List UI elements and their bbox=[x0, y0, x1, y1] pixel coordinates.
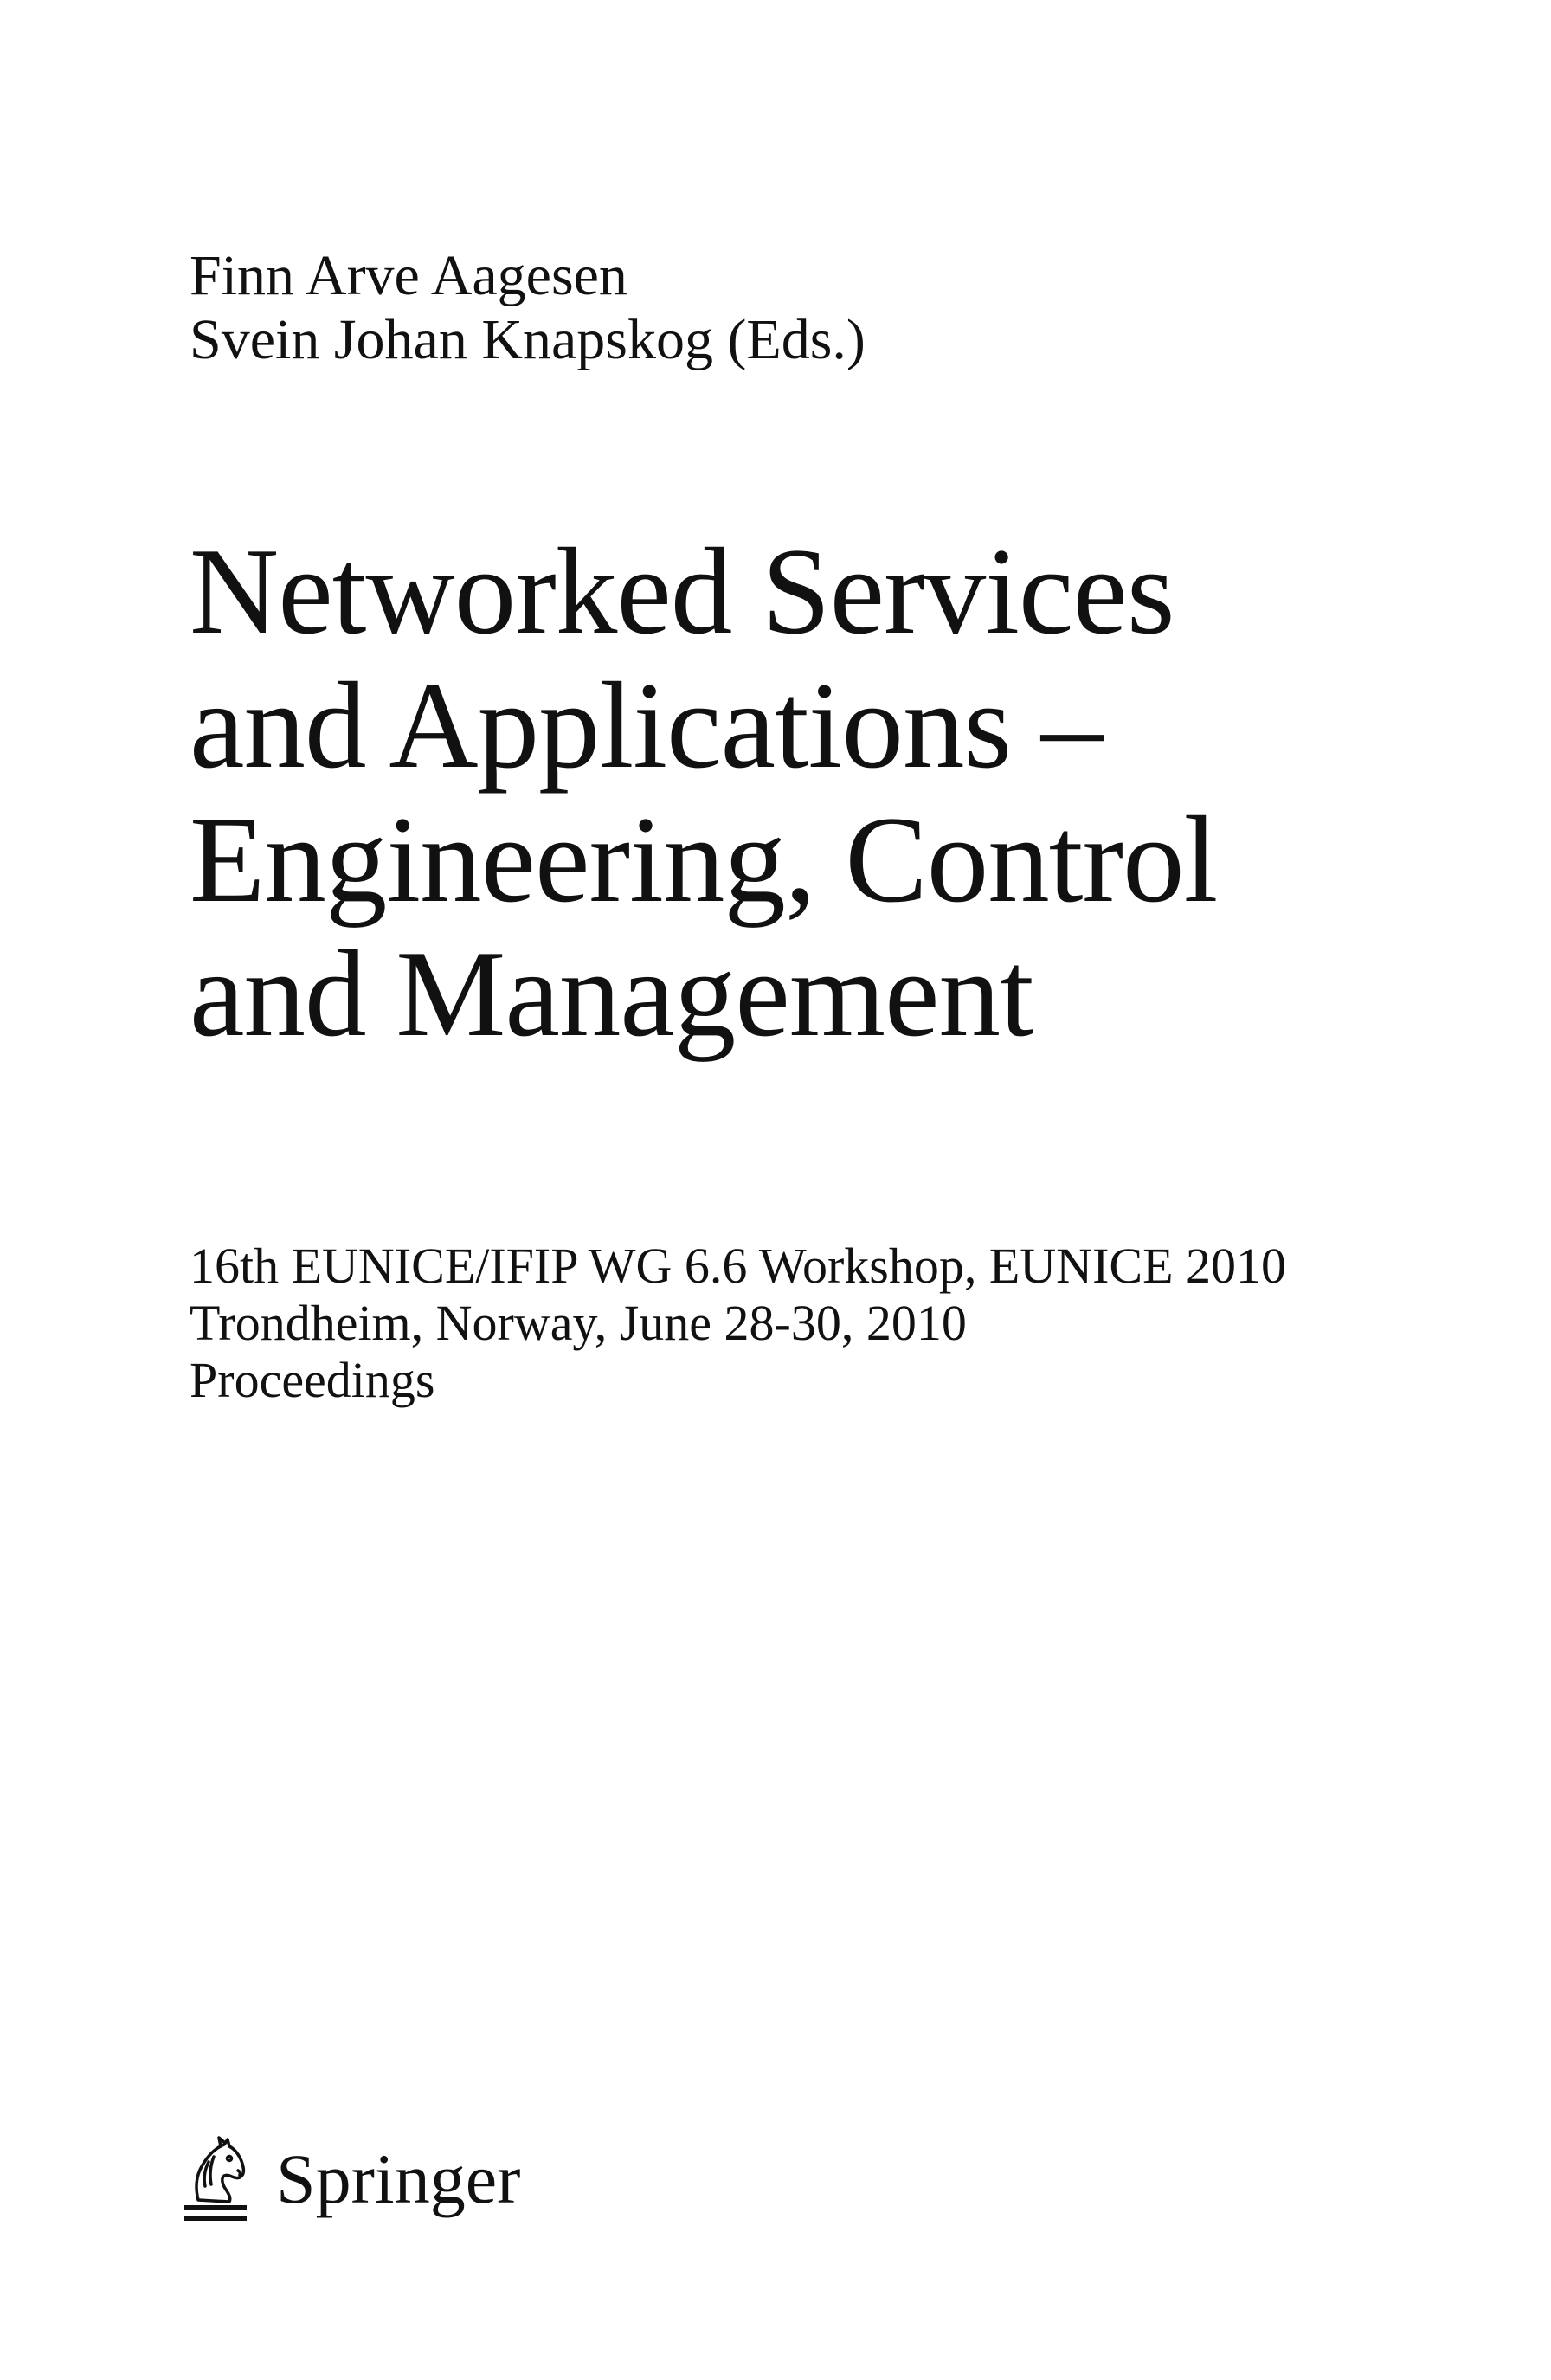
subtitle-line: Proceedings bbox=[190, 1352, 435, 1408]
subtitle-line: Trondheim, Norway, June 28-30, 2010 bbox=[190, 1295, 967, 1351]
book-subtitle bbox=[190, 1238, 1286, 1409]
publisher-name: Springer bbox=[276, 2139, 521, 2218]
title-line: Networked Services bbox=[190, 523, 1175, 659]
knight-chess-horse-icon bbox=[179, 2132, 250, 2226]
subtitle-line: 16th EUNICE/IFIP WG 6.6 Workshop, EUNICE 2010 bbox=[190, 1238, 1286, 1294]
editor-name: Finn Arve Aagesen bbox=[190, 244, 627, 307]
editors-block bbox=[190, 244, 866, 372]
publisher-imprint bbox=[179, 2132, 520, 2226]
title-line: Engineering, Control bbox=[190, 791, 1218, 928]
editor-name: Svein Johan Knapskog (Eds.) bbox=[190, 308, 866, 371]
title-line: and Applications – bbox=[190, 657, 1103, 794]
book-title bbox=[190, 524, 1217, 1061]
title-line: and Management bbox=[190, 925, 1033, 1062]
